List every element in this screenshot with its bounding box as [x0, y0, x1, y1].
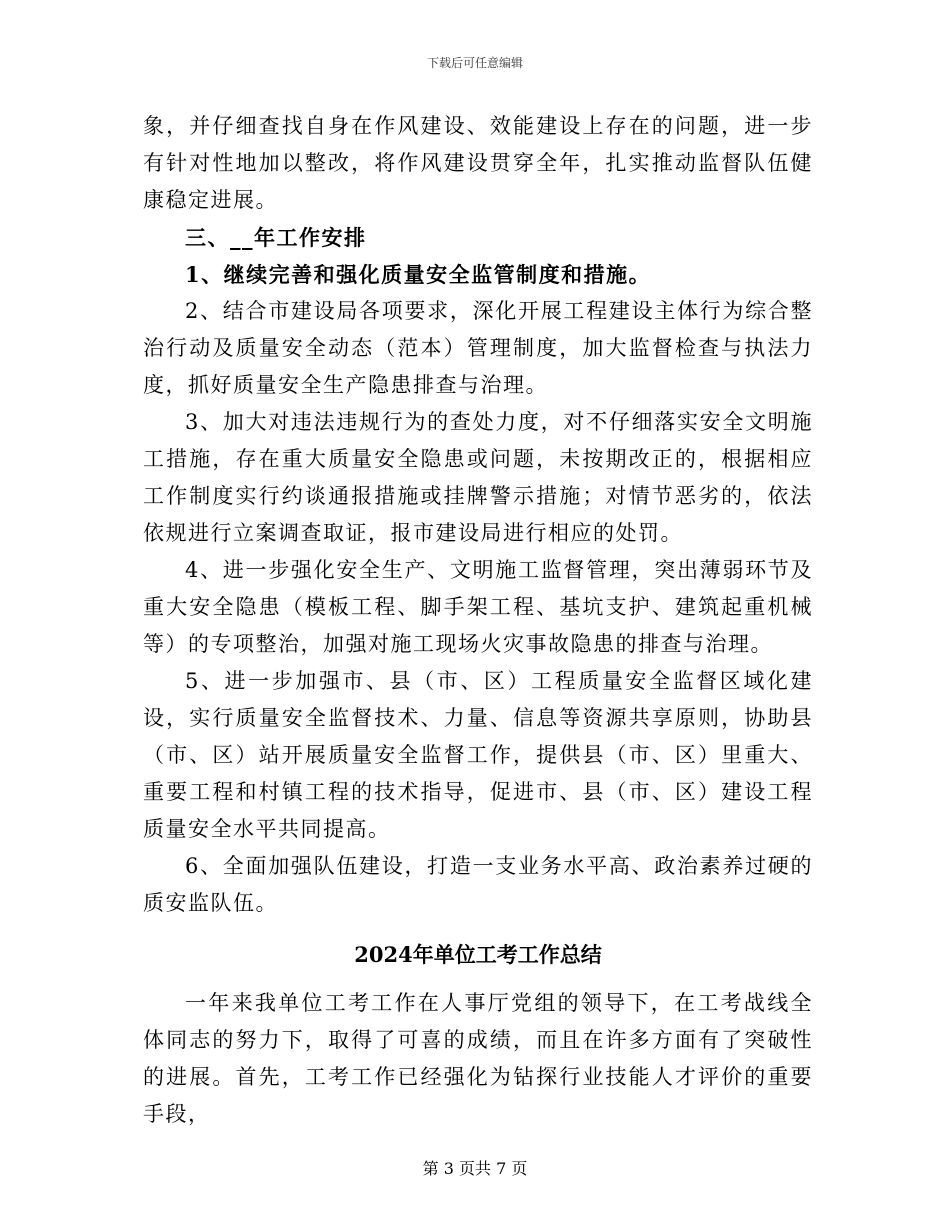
document-body — [143, 108, 813, 1133]
list-item: 1、继续完善和强化质量安全监管制度和措施。 — [185, 262, 652, 287]
page-header: 下载后可任意编辑 — [426, 56, 523, 70]
page-number: 第 3 页共 7 页 — [422, 1159, 528, 1178]
document-title: 2024年单位工考工作总结 — [354, 942, 602, 967]
paragraph-continuation: 象，并仔细查找自身在作风建设、效能建设上存在的问题，进一步有针对性地加以整改，将作风建设贯穿全年，扎实推动监督队伍健康稳定进展。 — [143, 114, 813, 212]
paragraph: 一年来我单位工考工作在人事厅党组的领导下，在工考战线全体同志的努力下，取得了可喜的成绩，而且在许多方面有了突破性的进展。首先，工考工作已经强化为钻探行业技能人才评价的重要手段， — [143, 991, 813, 1126]
list-item: 3、加大对违法违规行为的查处力度，对不仔细落实安全文明施工措施，存在重大质量安全隐患或问题，未按期改正的，根据相应工作制度实行约谈通报措施或挂牌警示措施；对情节恶劣的，依法依规进行立案调查取证，报市建设局进行相应的处罚。 — [143, 410, 813, 545]
list-item: 4、进一步强化安全生产、文明施工监督管理，突出薄弱环节及重大安全隐患（模板工程、脚手架工程、基坑支护、建筑起重机械等）的专项整治，加强对施工现场火灾事故隐患的排查与治理。 — [143, 558, 813, 656]
list-item: 2、结合市建设局各项要求，深化开展工程建设主体行为综合整治行动及质量安全动态（范本）管理制度，加大监督检查与执法力度，抓好质量安全生产隐患排查与治理。 — [143, 299, 813, 397]
list-item: 5、进一步加强市、县（市、区）工程质量安全监督区域化建设，实行质量安全监督技术、力量、信息等资源共享原则，协助县（市、区）站开展质量安全监督工作，提供县（市、区）里重大、重要工程和村镇工程的技术指导，促进市、县（市、区）建设工程质量安全水平共同提高。 — [143, 669, 813, 841]
list-item: 6、全面加强队伍建设，打造一支业务水平高、政治素养过硬的质安监队伍。 — [143, 854, 813, 915]
section-heading: 三、__年工作安排 — [185, 225, 367, 250]
